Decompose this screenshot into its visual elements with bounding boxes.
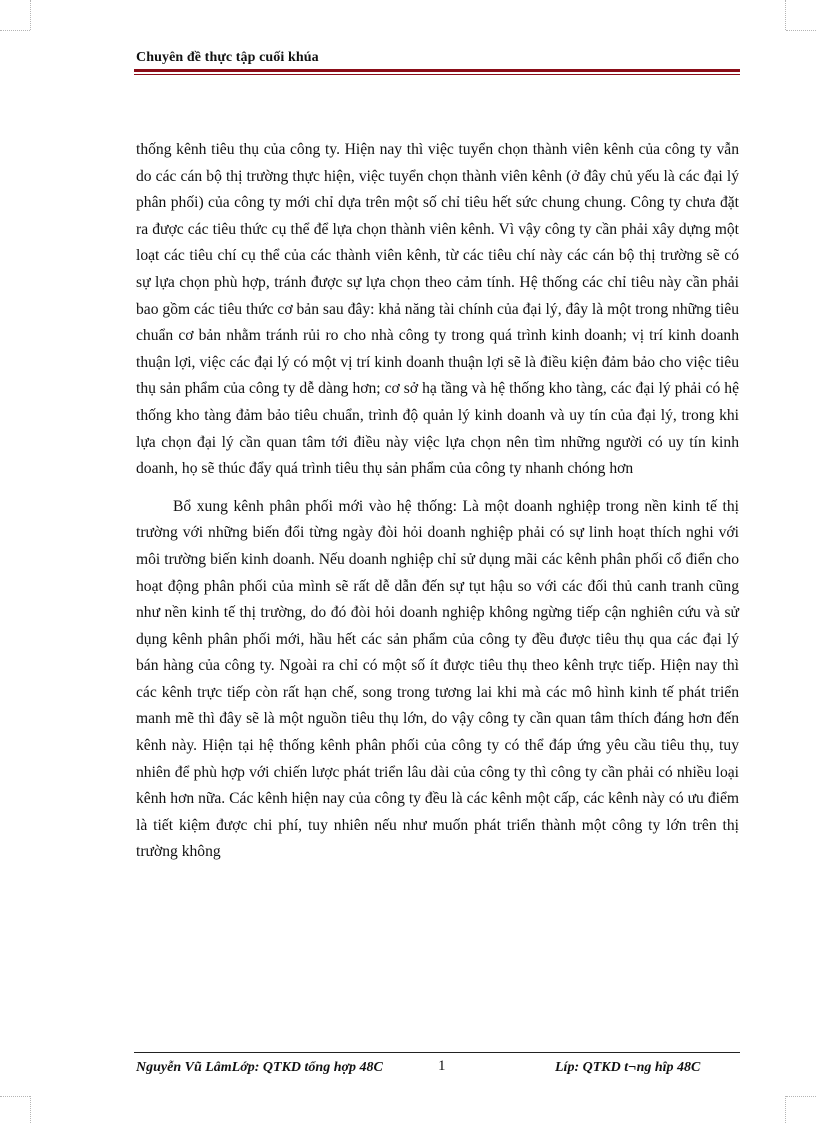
footer-class: Líp: QTKD t¬ng hîp 48C [555,1060,701,1075]
crop-mark [786,30,816,31]
footer-rule [134,1052,740,1053]
crop-mark [0,1096,30,1097]
crop-mark [786,1096,816,1097]
crop-mark [30,1096,31,1123]
footer-author: Nguyễn Vũ LâmLớp: QTKD tổng hợp 48C [136,1060,383,1075]
paragraph: thống kênh tiêu thụ của công ty. Hiện nay thì việc tuyển chọn thành viên kênh của công ty vẫn do các cán bộ thị trường thực hiện, việc tuyển chọn thành viên kênh (ở đây chủ yếu là các đại lý phân phối) của công ty mới chỉ dựa trên một số chỉ tiêu hết sức chung chung. Công ty chưa đặt ra được các tiêu thức cụ thể để lựa chọn thành viên kênh. Vì vậy công ty cần phải xây dựng một loạt các tiêu chí cụ thể của các thành viên kênh, từ các tiêu chí này các cán bộ thị trường sẽ có sự lựa chọn phù hợp, tránh được sự lựa chọn theo cảm tính. Hệ thống các chỉ tiêu này cần phải bao gồm các tiêu thức cơ bản sau đây: khả năng tài chính của đại lý, đây là một trong những tiêu chuẩn cơ bản nhằm tránh rủi ro cho nhà công ty trong quá trình kinh doanh; vị trí kinh doanh thuận lợi, việc các đại lý có một vị trí kinh doanh thuận lợi sẽ là điều kiện đảm bảo cho việc tiêu thụ sản phẩm của công ty dễ dàng hơn; cơ sở hạ tầng và hệ thống kho tàng, các đại lý phải có hệ thống kho tàng đảm bảo tiêu chuẩn, trình độ quản lý kinh doanh và uy tín của đại lý, trong khi lựa chọn đại lý cần quan tâm tới điều này việc lựa chọn nên tìm những người có uy tín kinh doanh, họ sẽ thúc đẩy quá trình tiêu thụ sản phẩm của công ty nhanh chóng hơn [136,141,739,478]
page-number: 1 [438,1058,446,1074]
header-rule-thin [134,74,740,75]
header-rule [134,69,740,72]
crop-mark [0,30,30,31]
header-title: Chuyên đề thực tập cuối khúa [136,50,319,65]
body-text [136,137,739,866]
crop-mark [785,0,786,30]
crop-mark [785,1096,786,1123]
paragraph: Bổ xung kênh phân phối mới vào hệ thống: Là một doanh nghiệp trong nền kinh tế thị trường với những biến đổi từng ngày đòi hỏi doanh nghiệp phải có sự linh hoạt thích nghi với môi trường biến kinh doanh. Nếu doanh nghiệp chỉ sử dụng mãi các kênh phân phối cổ điển cho hoạt động phân phối của mình sẽ rất dễ dẫn đến sự tụt hậu so với các đối thủ canh tranh cũng như nền kinh tế thị trường, do đó đòi hỏi doanh nghiệp không ngừng tiếp cận nghiên cứu và sử dụng kênh phân phối mới, hầu hết các sản phẩm của công ty đều được tiêu thụ qua các đại lý bán hàng của công ty. Ngoài ra chỉ có một số ít được tiêu thụ theo kênh trực tiếp. Hiện nay thì các kênh trực tiếp còn rất hạn chế, song trong tương lai khi mà các mô hình kinh tế phát triển manh mẽ thì đây sẽ là một nguồn tiêu thụ lớn, do vậy công ty cần quan tâm thích đáng hơn đến kênh này. Hiện tại hệ thống kênh phân phối của công ty có thể đáp ứng yêu cầu tiêu thụ, tuy nhiên để phù hợp với chiến lược phát triển lâu dài của công ty thì công ty cần phải có nhiều loại kênh hơn nữa. Các kênh hiện nay của công ty đều là các kênh một cấp, các kênh này có ưu điểm là tiết kiệm được chi phí, tuy nhiên nếu như muốn phát triển thành một công ty lớn trên thị trường không [136,497,739,861]
crop-mark [30,0,31,30]
